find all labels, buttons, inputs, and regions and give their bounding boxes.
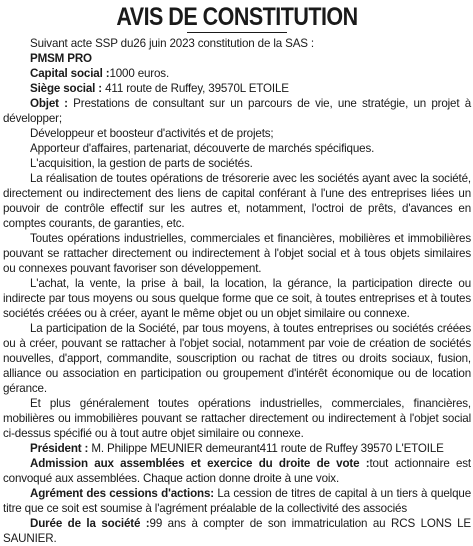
siege-label: Siège social : xyxy=(30,82,103,95)
title-underline xyxy=(187,32,287,33)
capital-line xyxy=(3,66,471,81)
siege-value: 411 route de Ruffey, 39570L ETOILE xyxy=(102,82,289,95)
objet-value: Prestations de consultant sur un parcours de vie, une stratégie, un projet à développer; xyxy=(3,97,471,125)
company-name: PMSM PRO xyxy=(30,52,92,65)
president-label: Président : xyxy=(30,442,89,455)
objet-line xyxy=(3,96,471,126)
intro-line: Suivant acte SSP du26 juin 2023 constitution de la SAS : xyxy=(30,37,315,50)
objet-item: L'acquisition, la gestion de parts de sociétés. xyxy=(30,157,253,170)
admission-label: Admission aux assemblées et exercice du droite de vote : xyxy=(30,457,370,470)
objet-label: Objet : xyxy=(30,97,68,110)
paragraph-tresorerie: La réalisation de toutes opérations de trésorerie avec les sociétés ayant avec la société, directement ou indirectement des liens de capital conférant à l'une des entreprises liées un pouvoir de contrôle effectif sur les autres et, notamment, l'octroi de prêts, d'avances en comptes courants, de garanties, etc. xyxy=(3,172,471,230)
notice-title: AVIS DE CONSTITUTION xyxy=(116,3,358,31)
admission-value: tout actionnaire est convoqué aux assemblées. Chaque action donne droite à une voix. xyxy=(3,457,471,485)
paragraph-operations: Toutes opérations industrielles, commerciales et financières, mobilières et immobilières pouvant se rattacher directement ou indirectement à l'objet social et à tous objets similaires ou connexes pouvant favoriser son développement. xyxy=(3,232,471,275)
agrement-value: La cession de titres de capital à un tiers à quelque titre que ce soit est soumise à l'agrément préalable de la collectivité des associés xyxy=(3,487,471,515)
siege-line xyxy=(3,81,471,96)
duree-label: Durée de la société : xyxy=(30,517,150,530)
company-name-line xyxy=(3,51,471,66)
agrement-line xyxy=(3,486,471,516)
paragraph-achat: L'achat, la vente, la prise à bail, la location, la gérance, la participation directe ou indirecte par tous moyens ou sous quelque forme que ce soit, à toutes entreprises et à toutes sociétés créées ou à créer, ayant le même objet ou un objet similaire ou connexe. xyxy=(3,277,471,320)
objet-item: Développeur et boosteur d'activités et de projets; xyxy=(30,127,274,140)
capital-value: 1000 euros. xyxy=(109,67,170,80)
duree-value: 99 ans à compter de son immatriculation au RCS LONS LE SAUNIER. xyxy=(3,517,471,545)
capital-label: Capital social : xyxy=(30,67,110,80)
admission-line xyxy=(3,456,471,486)
agrement-label: Agrément des cessions d'actions: xyxy=(30,487,214,500)
president-value: M. Philippe MEUNIER demeurant411 route de Ruffey 39570 L'ETOILE xyxy=(88,442,444,455)
paragraph-general: Et plus généralement toutes opérations industrielles, commerciales, financières, mobilières ou immobilières pouvant se rattacher directement ou indirectement à l'objet social ci-dessus spécifié ou à tout autre objet similaire ou connexe. xyxy=(3,397,471,440)
president-line xyxy=(3,441,471,456)
paragraph-participation: La participation de la Société, par tous moyens, à toutes entreprises ou sociétés créées ou à créer, pouvant se rattacher à l'objet social, notamment par voie de création de sociétés nouvelles, d'apport, commandite, souscription ou rachat de titres ou droits sociaux, fusion, alliance ou association en participation ou groupement d'intérêt économique ou de location gérance. xyxy=(3,322,471,395)
objet-item: Apporteur d'affaires, partenariat, découverte de marchés spécifiques. xyxy=(30,142,375,155)
